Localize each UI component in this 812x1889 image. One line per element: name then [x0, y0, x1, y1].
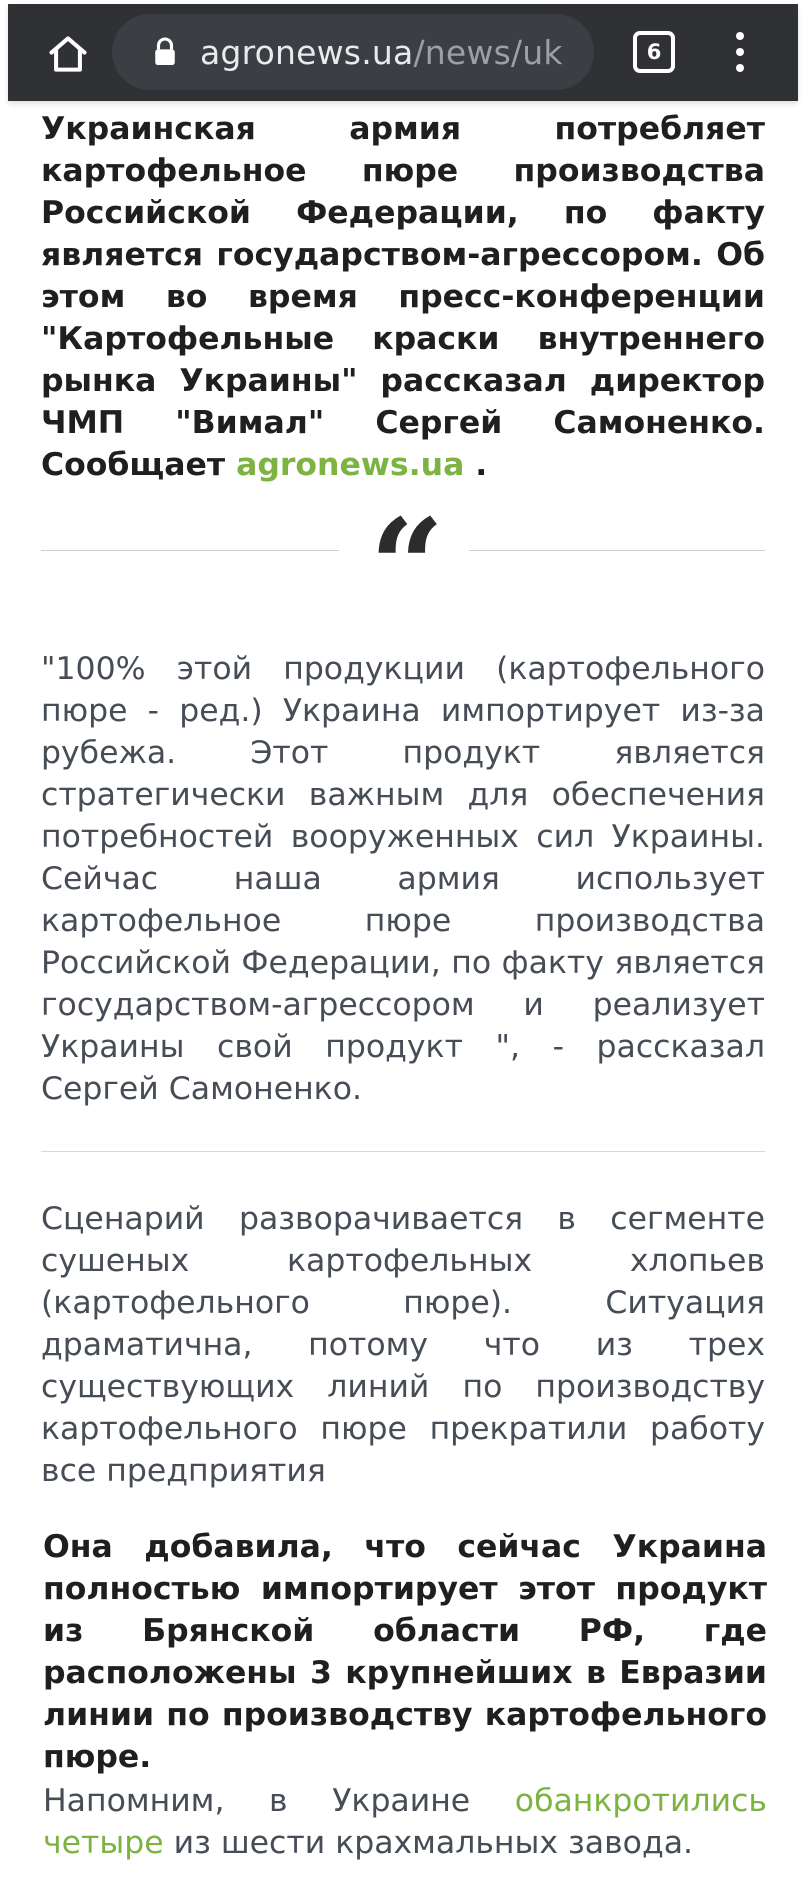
- bold-paragraph: Она добавила, что сейчас Украина полностью импортирует этот продукт из Брянской области РФ, где расположены 3 крупнейших в Евразии линии по производству картофельного пюре.: [43, 1529, 767, 1775]
- reminder-paragraph: [43, 1780, 767, 1864]
- home-button[interactable]: [36, 22, 100, 86]
- url-text[interactable]: [200, 33, 563, 72]
- quote-icon: “: [369, 490, 445, 643]
- reminder-end: из шести крахмальных завода.: [163, 1825, 694, 1861]
- browser-toolbar: [8, 4, 798, 101]
- home-icon: [46, 32, 90, 76]
- lock-icon: [150, 35, 180, 69]
- quote-divider: [41, 490, 765, 643]
- bankrupt-link[interactable]: обанкротились четыре: [43, 1783, 767, 1861]
- tabs-icon: [633, 31, 675, 73]
- menu-dot: [736, 32, 744, 40]
- tab-count: 6: [646, 40, 662, 64]
- scenario-paragraph: Сценарий разворачивается в сегменте сушеных картофельных хлопьев (картофельного пюре). Ситуация драматична, потому что из трех существующих линий по производству картофельного пюре прекратили работу все предприятия: [41, 1201, 765, 1489]
- reminder-start: Напомним, в Украине: [43, 1783, 515, 1819]
- url-host: agronews.ua: [200, 32, 414, 72]
- divider-line-right: [469, 550, 765, 551]
- section-divider: [41, 1151, 765, 1152]
- menu-dot: [736, 48, 744, 56]
- more-vert-icon[interactable]: [718, 22, 762, 82]
- divider-line-left: [41, 550, 339, 551]
- menu-dot: [736, 64, 744, 72]
- url-path: /news/uk: [413, 32, 563, 72]
- lead-paragraph: [41, 108, 765, 486]
- lead-end: .: [464, 447, 488, 483]
- lead-text: Украинская армия потребляет картофельное пюре производства Российской Федерации, по факту является государством-агрессором. Об этом во время пресс-конференции "Картофельные краски внутреннего рынка Украины" рассказал директор ЧМП "Вимал" Сергей Самоненко. Сообщает: [41, 111, 765, 483]
- source-link[interactable]: agronews.ua: [236, 447, 465, 483]
- tab-switcher-button[interactable]: [628, 26, 680, 78]
- address-bar[interactable]: [112, 14, 594, 90]
- quote-paragraph: "100% этой продукции (картофельного пюре - ред.) Украина импортирует из-за рубежа. Этот продукт является стратегически важным для обеспечения потребностей вооруженных сил Украины. Сейчас наша армия использует картофельное пюре производства Российской Федерации, по факту является государством-агрессором и реализует Украины свой продукт ", - рассказал Сергей Самоненко.: [41, 651, 765, 1107]
